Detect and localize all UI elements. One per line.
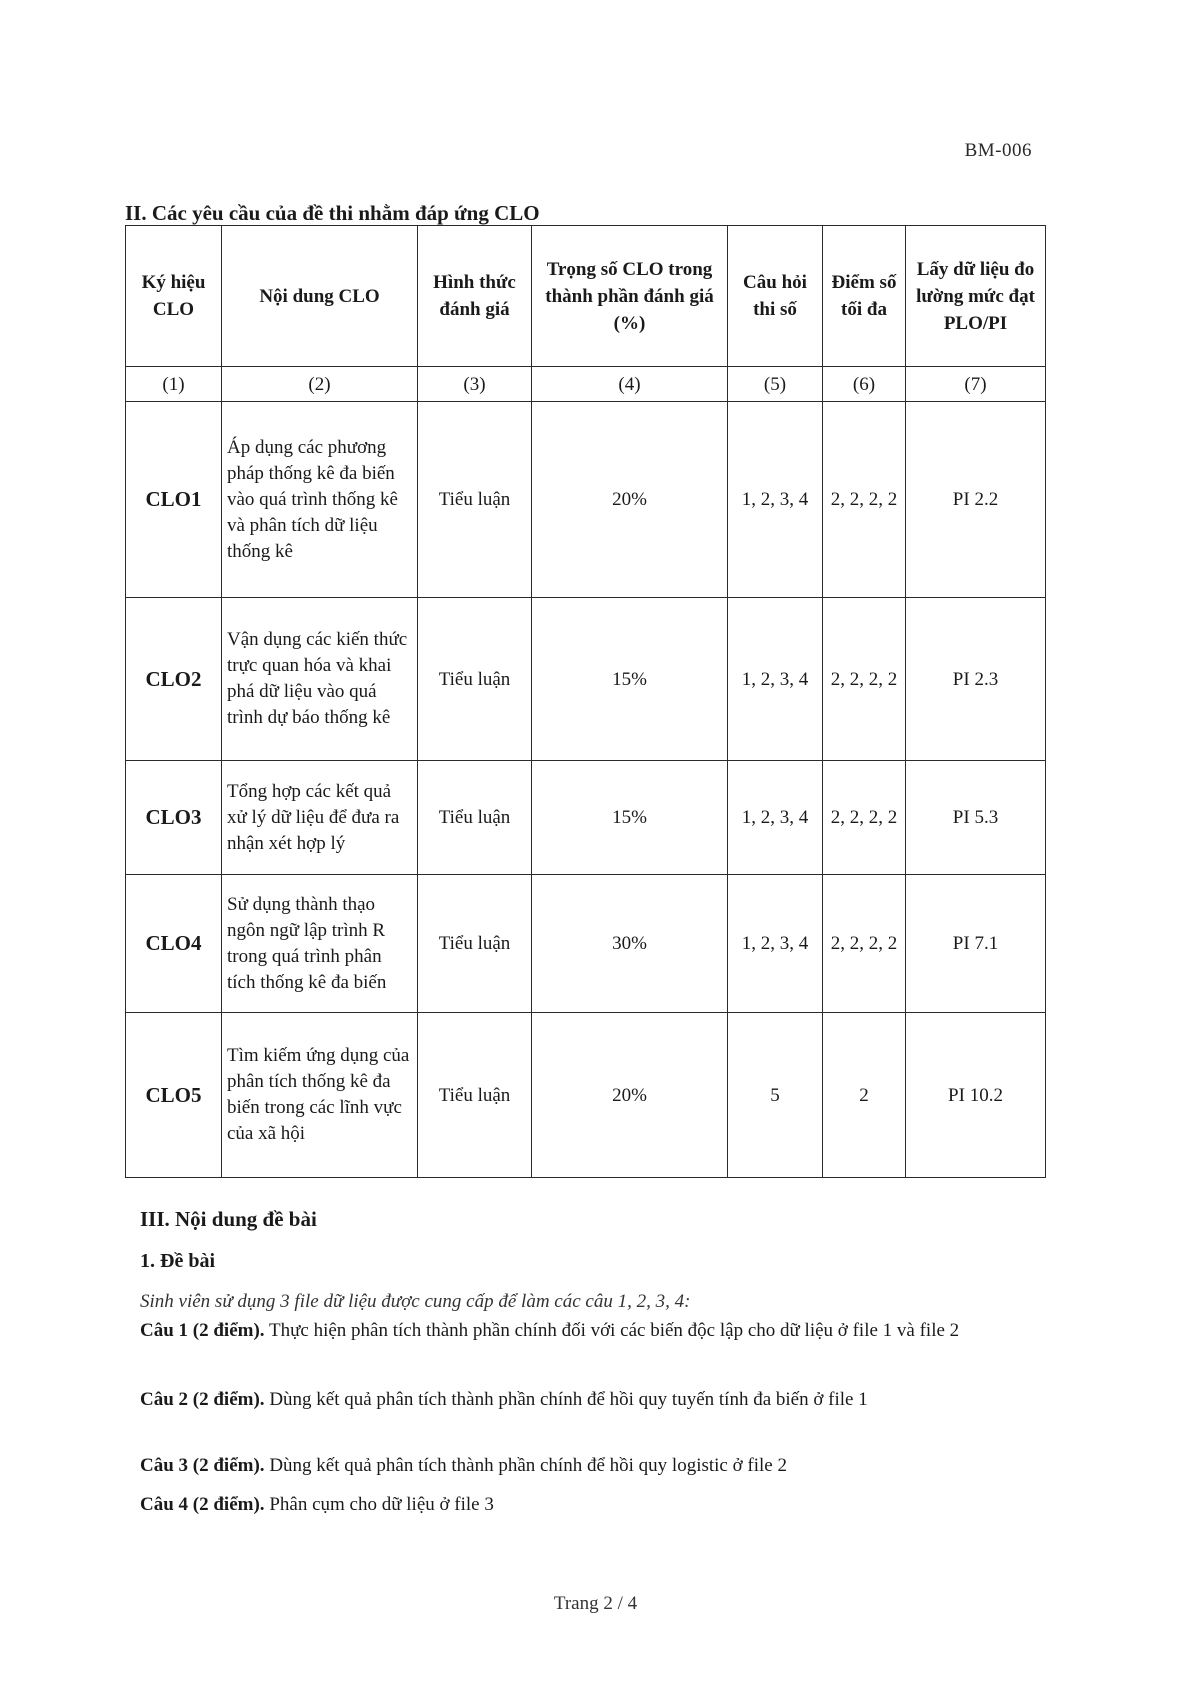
question-1: [140, 1316, 1045, 1346]
question-numbers: 1, 2, 3, 4: [728, 875, 823, 1013]
column-header: Lấy dữ liệu đo lường mức đạt PLO/PI: [906, 226, 1046, 367]
column-header: Trọng số CLO trong thành phần đánh giá (%): [532, 226, 728, 367]
clo-content: Vận dụng các kiến thức trực quan hóa và khai phá dữ liệu vào quá trình dự báo thống kê: [222, 598, 418, 761]
table-row: [126, 1013, 1046, 1178]
max-score: 2, 2, 2, 2: [823, 761, 906, 875]
column-header: Câu hỏi thi số: [728, 226, 823, 367]
plo-pi: PI 10.2: [906, 1013, 1046, 1178]
table-row: [126, 761, 1046, 875]
table-header-row: [126, 226, 1046, 367]
max-score: 2: [823, 1013, 906, 1178]
question-label: Câu 4 (2 điểm).: [140, 1494, 265, 1515]
column-number: (6): [823, 367, 906, 402]
question-text: Thực hiện phân tích thành phần chính đối với các biến độc lập cho dữ liệu ở file 1 và file 2: [268, 1320, 960, 1341]
assessment-method: Tiểu luận: [418, 875, 532, 1013]
column-number: (7): [906, 367, 1046, 402]
subsection-title: 1. Đề bài: [140, 1250, 215, 1272]
plo-pi: PI 2.3: [906, 598, 1046, 761]
clo-content: Sử dụng thành thạo ngôn ngữ lập trình R trong quá trình phân tích thống kê đa biến: [222, 875, 418, 1013]
assessment-method: Tiểu luận: [418, 598, 532, 761]
column-number: (3): [418, 367, 532, 402]
clo-weight: 15%: [532, 598, 728, 761]
clo-table: [125, 225, 1046, 1178]
max-score: 2, 2, 2, 2: [823, 402, 906, 598]
clo-weight: 20%: [532, 402, 728, 598]
question-2: [140, 1385, 1045, 1415]
question-text: Phân cụm cho dữ liệu ở file 3: [269, 1494, 494, 1515]
clo-code: CLO5: [126, 1013, 222, 1178]
table-row: [126, 875, 1046, 1013]
clo-code: CLO4: [126, 875, 222, 1013]
question-label: Câu 1 (2 điểm).: [140, 1320, 265, 1341]
clo-content: Tìm kiếm ứng dụng của phân tích thống kê đa biến trong các lĩnh vực của xã hội: [222, 1013, 418, 1178]
column-number: (4): [532, 367, 728, 402]
column-number: (2): [222, 367, 418, 402]
max-score: 2, 2, 2, 2: [823, 875, 906, 1013]
table-row: [126, 402, 1046, 598]
question-label: Câu 2 (2 điểm).: [140, 1389, 265, 1410]
question-numbers: 1, 2, 3, 4: [728, 761, 823, 875]
clo-code: CLO2: [126, 598, 222, 761]
question-3: [140, 1451, 1045, 1481]
plo-pi: PI 2.2: [906, 402, 1046, 598]
table-row: [126, 598, 1046, 761]
question-numbers: 1, 2, 3, 4: [728, 598, 823, 761]
clo-code: CLO1: [126, 402, 222, 598]
plo-pi: PI 5.3: [906, 761, 1046, 875]
assessment-method: Tiểu luận: [418, 1013, 532, 1178]
form-code: BM-006: [964, 140, 1032, 161]
question-numbers: 1, 2, 3, 4: [728, 402, 823, 598]
assessment-method: Tiểu luận: [418, 761, 532, 875]
column-header: Nội dung CLO: [222, 226, 418, 367]
clo-content: Áp dụng các phương pháp thống kê đa biến vào quá trình thống kê và phân tích dữ liệu thống kê: [222, 402, 418, 598]
assessment-method: Tiểu luận: [418, 402, 532, 598]
section-3-title: III. Nội dung đề bài: [140, 1207, 317, 1231]
plo-pi: PI 7.1: [906, 875, 1046, 1013]
column-number: (1): [126, 367, 222, 402]
max-score: 2, 2, 2, 2: [823, 598, 906, 761]
clo-weight: 20%: [532, 1013, 728, 1178]
column-number: (5): [728, 367, 823, 402]
clo-content: Tổng hợp các kết quả xử lý dữ liệu để đưa ra nhận xét hợp lý: [222, 761, 418, 875]
clo-weight: 15%: [532, 761, 728, 875]
section-2-title: II. Các yêu cầu của đề thi nhằm đáp ứng CLO: [125, 201, 540, 225]
question-text: Dùng kết quả phân tích thành phần chính để hồi quy logistic ở file 2: [269, 1455, 787, 1476]
column-header: Điểm số tối đa: [823, 226, 906, 367]
question-numbers: 5: [728, 1013, 823, 1178]
question-text: Dùng kết quả phân tích thành phần chính để hồi quy tuyến tính đa biến ở file 1: [269, 1389, 868, 1410]
column-header: Ký hiệu CLO: [126, 226, 222, 367]
question-label: Câu 3 (2 điểm).: [140, 1455, 265, 1476]
question-4: [140, 1490, 1045, 1520]
clo-code: CLO3: [126, 761, 222, 875]
column-header: Hình thức đánh giá: [418, 226, 532, 367]
page-number: Trang 2 / 4: [553, 1593, 638, 1614]
clo-weight: 30%: [532, 875, 728, 1013]
column-number-row: [126, 367, 1046, 402]
instructions-intro: Sinh viên sử dụng 3 file dữ liệu được cung cấp để làm các câu 1, 2, 3, 4:: [140, 1291, 691, 1312]
